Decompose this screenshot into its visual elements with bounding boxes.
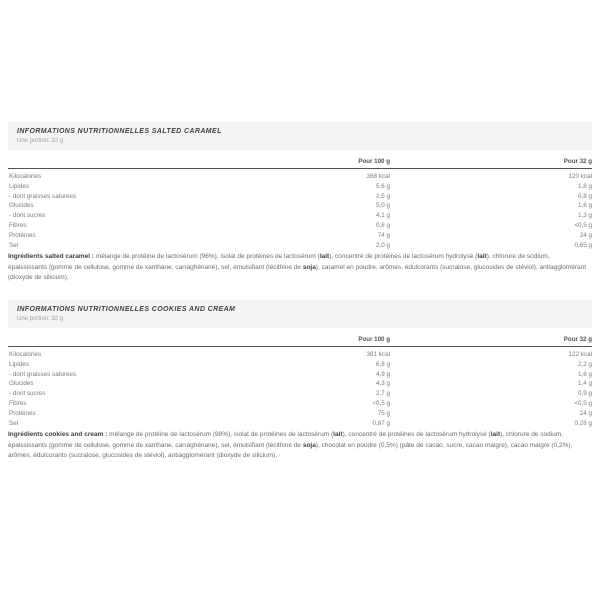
nutrient-label: Kilocalories bbox=[9, 351, 42, 358]
portion-size: Une portion: 32 g bbox=[17, 316, 64, 322]
nutrient-label: - dont graisses saturées bbox=[9, 192, 77, 200]
value-per-32g: 1,8 g bbox=[577, 182, 592, 190]
empty-column-header bbox=[8, 336, 300, 343]
value-per-32g: 1,6 g bbox=[577, 202, 592, 210]
value-per-32g: 120 kcal bbox=[568, 173, 592, 180]
column-header-per-100g: Pour 100 g bbox=[358, 336, 390, 343]
value-per-32g: 24 g bbox=[579, 409, 592, 417]
nutrient-label: Kilocalories bbox=[9, 173, 42, 180]
table-row bbox=[8, 231, 592, 241]
nutrient-label: Protéines bbox=[9, 409, 36, 417]
nutrient-label: - dont graisses saturées bbox=[9, 370, 77, 378]
value-per-32g: 1,4 g bbox=[577, 380, 592, 388]
column-header-per-100g: Pour 100 g bbox=[358, 158, 390, 165]
nutrient-label: - dont sucres bbox=[9, 212, 46, 220]
value-per-100g: 5,0 g bbox=[375, 202, 390, 210]
nutrient-label: Sel bbox=[9, 419, 19, 427]
section-title: INFORMATIONS NUTRITIONNELLES SALTED CARAMEL bbox=[17, 128, 222, 135]
value-per-100g: 75 g bbox=[377, 409, 390, 417]
nutrient-label: Fibres bbox=[9, 221, 27, 229]
value-per-100g: 4,3 g bbox=[375, 380, 390, 388]
value-per-32g: <0,5 g bbox=[574, 221, 592, 229]
value-per-100g: 74 g bbox=[377, 231, 390, 239]
value-per-32g: 0,28 g bbox=[574, 419, 592, 427]
nutrient-label: Lipides bbox=[9, 182, 29, 190]
nutrient-label: Glucides bbox=[9, 202, 34, 210]
value-per-100g: 2,0 g bbox=[375, 241, 390, 249]
table-row bbox=[8, 419, 592, 429]
table-row bbox=[8, 221, 592, 231]
nutrient-label: Fibres bbox=[9, 399, 27, 407]
value-per-100g: 4,1 g bbox=[375, 212, 390, 220]
value-per-32g: 1,3 g bbox=[577, 212, 592, 220]
table-row bbox=[8, 201, 592, 211]
portion-size: Une portion: 32 g bbox=[17, 138, 64, 144]
column-header-per-32g: Pour 32 g bbox=[563, 336, 592, 343]
value-per-100g: 381 kcal bbox=[366, 351, 390, 358]
value-per-100g: 0,87 g bbox=[372, 419, 390, 427]
table-row bbox=[8, 192, 592, 202]
ingredients-paragraph: Ingrédients cookies and cream : mélange de protéine de lactosérum (98%), isolat de protéines de lactosérum (lait), concentré de protéines de lactosérum hydrolysé (lait), chlorure de sodium, épaississants (gomme de cellulose, gomme de xanthane, carraghénane), sel, émulsifiant (lécithine de soja), chocolat en poudre (0,5%) (pâte de cacao, sucre, cacao maigre), cacao maigre (0,2%), arômes, édulcorants (sucralose, glucosides de stéviol), antiagglomérant (dioxyde de silicium). bbox=[8, 431, 573, 459]
table-column-headers bbox=[8, 158, 592, 169]
nutrient-label: Sel bbox=[9, 241, 19, 249]
section-header bbox=[8, 300, 592, 328]
nutrition-section-salted-caramel bbox=[8, 122, 592, 283]
table-column-headers bbox=[8, 336, 592, 347]
table-row bbox=[8, 389, 592, 399]
nutrition-table bbox=[8, 169, 592, 250]
nutrient-label: Glucides bbox=[9, 380, 34, 388]
table-row bbox=[8, 379, 592, 389]
value-per-32g: 0,8 g bbox=[577, 192, 592, 200]
value-per-100g: 6,8 g bbox=[375, 360, 390, 368]
table-row bbox=[8, 172, 592, 182]
value-per-100g: 4,9 g bbox=[375, 370, 390, 378]
section-title: INFORMATIONS NUTRITIONNELLES COOKIES AND CREAM bbox=[17, 306, 236, 313]
value-per-32g: <0,5 g bbox=[574, 399, 592, 407]
nutrition-table bbox=[8, 347, 592, 428]
value-per-32g: 2,2 g bbox=[577, 360, 592, 368]
value-per-100g: 2,5 g bbox=[375, 192, 390, 200]
column-header-per-32g: Pour 32 g bbox=[563, 158, 592, 165]
nutrition-section-cookies-and-cream bbox=[8, 300, 592, 461]
value-per-100g: <0,5 g bbox=[372, 399, 390, 407]
nutrient-label: - dont sucres bbox=[9, 390, 46, 398]
value-per-100g: 5,6 g bbox=[375, 182, 390, 190]
value-per-32g: 0,65 g bbox=[574, 241, 592, 249]
ingredients-paragraph: Ingrédients salted caramel : mélange de protéine de lactosérum (96%), isolat de protéines de lactosérum (lait), concentré de protéines de lactosérum hydrolysé (lait), chlorure de sodium, épaississants (gomme de cellulose, gomme de xanthane, carraghénane), sel, émulsifiant (lécithine de soja), caramel en poudre, arômes, édulcorants (sucralose, glucosides de stéviol), antiagglomérant (dioxyde de silicium). bbox=[8, 253, 587, 281]
value-per-32g: 122 kcal bbox=[568, 351, 592, 358]
value-per-32g: 24 g bbox=[579, 231, 592, 239]
nutrient-label: Protéines bbox=[9, 231, 36, 239]
table-row bbox=[8, 370, 592, 380]
value-per-100g: 2,7 g bbox=[375, 390, 390, 398]
table-row bbox=[8, 211, 592, 221]
value-per-32g: 1,6 g bbox=[577, 370, 592, 378]
table-row bbox=[8, 409, 592, 419]
table-row bbox=[8, 241, 592, 251]
value-per-32g: 0,9 g bbox=[577, 390, 592, 398]
value-per-100g: 0,8 g bbox=[375, 221, 390, 229]
table-row bbox=[8, 399, 592, 409]
table-row bbox=[8, 182, 592, 192]
empty-column-header bbox=[8, 158, 300, 165]
table-row bbox=[8, 360, 592, 370]
table-row bbox=[8, 350, 592, 360]
value-per-100g: 368 kcal bbox=[366, 173, 390, 180]
nutrient-label: Lipides bbox=[9, 360, 29, 368]
section-header bbox=[8, 122, 592, 150]
